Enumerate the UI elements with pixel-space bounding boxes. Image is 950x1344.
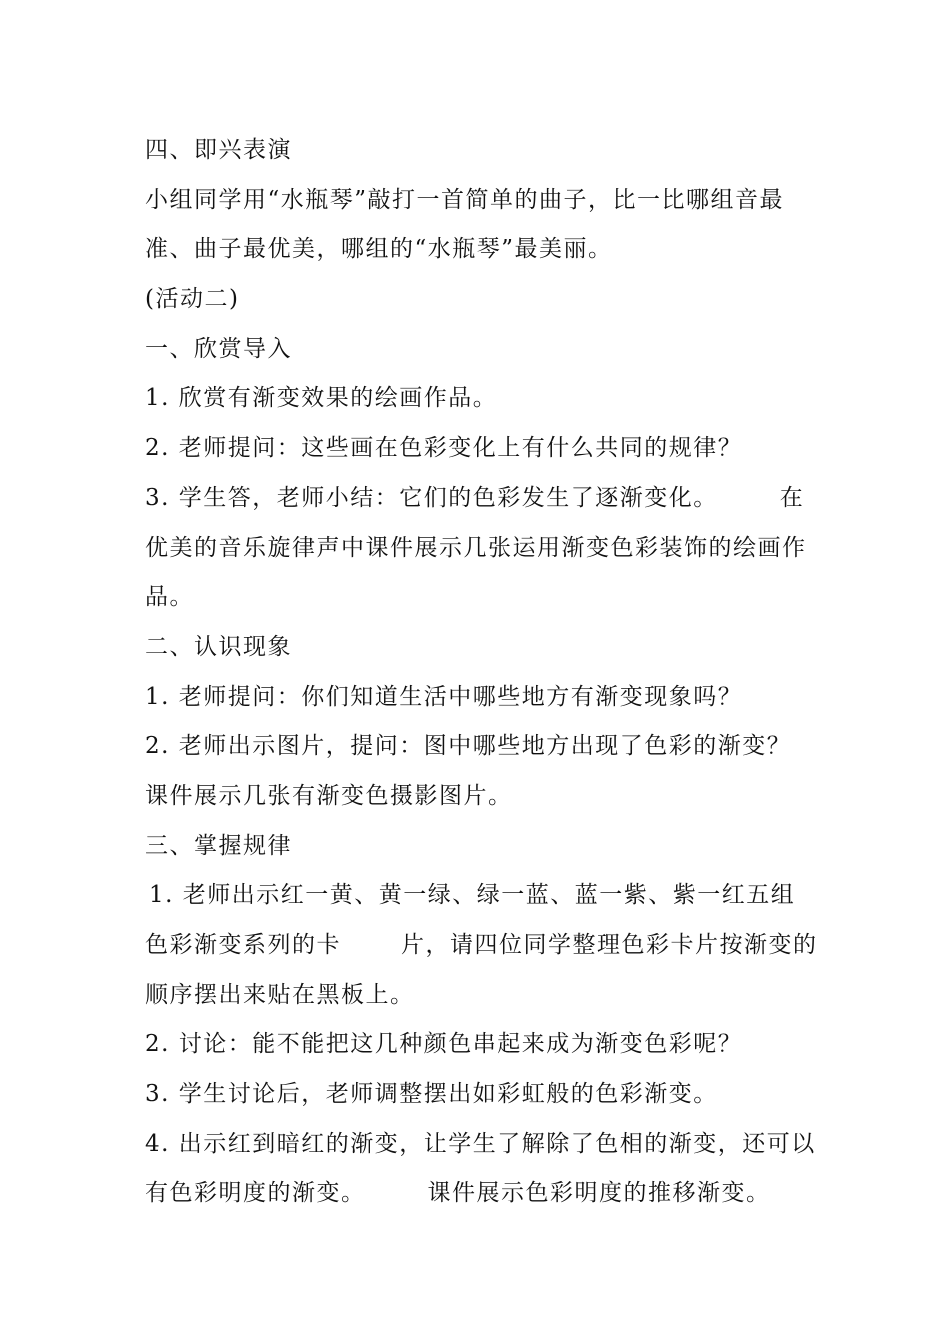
activity-label: (活动二) [145,286,240,313]
list-item [145,474,815,524]
list-item-continuation: 在 [779,484,805,511]
list-item: 1. 老师提问：你们知道生活中哪些地方有渐变现象吗？ [145,683,743,710]
section-heading-appreciation: 一、欣赏导入 [145,335,292,362]
paragraph-line: 小组同学用“水瓶琴”敲打一首简单的曲子，比一比哪组音最 [145,186,785,213]
list-item: 1. 老师出示红一黄、黄一绿、绿一蓝、蓝一紫、紫一红五组 [149,882,796,909]
paragraph-text-continuation: 课件展示色彩明度的推移渐变。 [427,1180,771,1207]
list-item: 2. 讨论：能不能把这几种颜色串起来成为渐变色彩呢？ [145,1031,743,1058]
list-item: 2. 老师提问：这些画在色彩变化上有什么共同的规律？ [145,435,743,462]
section-heading-master-rules: 三、掌握规律 [145,832,292,859]
paragraph-line [145,921,818,971]
list-item: 4. 出示红到暗红的渐变，让学生了解除了色相的渐变，还可以 [145,1130,816,1157]
list-item: 3. 学生讨论后，老师调整摆出如彩虹般的色彩渐变。 [145,1081,718,1108]
paragraph-line: 准、曲子最优美，哪组的“水瓶琴”最美丽。 [145,236,613,263]
section-heading-impromptu-performance: 四、即兴表演 [145,137,292,163]
document-body [145,126,818,1219]
section-heading-recognize-phenomenon: 二、认识现象 [145,633,292,660]
list-item-text: 3. 学生答，老师小结：它们的色彩发生了逐渐变化。 [145,484,718,511]
paragraph-text-continuation: 片，请四位同学整理色彩卡片按渐变的 [401,932,818,958]
list-item: 2. 老师出示图片，提问：图中哪些地方出现了色彩的渐变？ [145,733,792,760]
paragraph-line: 品。 [145,584,194,611]
paragraph-line [145,1169,815,1219]
paragraph-line: 优美的音乐旋律声中课件展示几张运用渐变色彩装饰的绘画作 [145,534,807,561]
paragraph-text: 色彩渐变系列的卡 [145,932,341,958]
paragraph-text: 有色彩明度的渐变。 [145,1180,366,1207]
list-item: 1. 欣赏有渐变效果的绘画作品。 [145,385,498,412]
paragraph-line: 顺序摆出来贴在黑板上。 [145,981,415,1008]
paragraph-line: 课件展示几张有渐变色摄影图片。 [145,782,513,809]
